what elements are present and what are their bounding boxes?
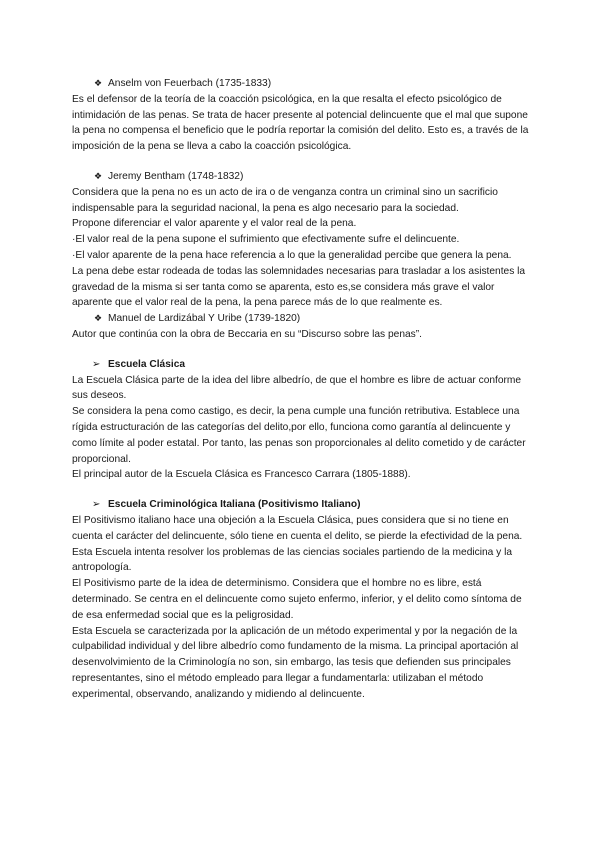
author-heading-bentham	[94, 169, 530, 185]
arrow-bullet-icon: ➢	[92, 358, 101, 370]
heading-text: Escuela Criminológica Italiana (Positivismo Italiano)	[108, 499, 361, 511]
heading-text: Manuel de Lardizábal Y Uribe (1739-1820)	[108, 313, 301, 325]
paragraph: Esta Escuela intenta resolver los problemas de las ciencias sociales partiendo de la medicina y la antropología.	[72, 546, 512, 574]
paragraph: La Escuela Clásica parte de la idea del libre albedrío, de que el hombre es libre de actuar conforme sus deseos.	[72, 374, 522, 402]
paragraph: Propone diferenciar el valor aparente y el valor real de la pena.	[72, 218, 357, 230]
section-heading-positivismo	[92, 497, 530, 513]
heading-text: Anselm von Feuerbach (1735-1833)	[108, 78, 272, 89]
paragraph: Considera que la pena no es un acto de ira o de venganza contra un criminal sino un sacrificio indispensable para la seguridad nacional, la pena es algo necesario para la sociedad.	[72, 186, 498, 214]
diamond-bullet-icon: ❖	[94, 170, 103, 181]
paragraph: El Positivismo parte de la idea de determinismo. Considera que el hombre no es libre, está determinado. Se centra en el delincuente como sujeto enfermo, inferior, y el delito como síntoma de de esa enfermedad social que es la peligrosidad.	[72, 578, 522, 621]
paragraph: El Positivismo italiano hace una objeción a la Escuela Clásica, pues considera que si no tiene en cuenta el carácter del delincuente, sólo tiene en cuenta el delito, se pierde la efectividad de la pena.	[72, 514, 523, 542]
paragraph: Esta Escuela se caracterizada por la aplicación de un método experimental y por la negación de la culpabilidad individual y del libre albedrío como fundamento de la misma. La principal aportación al desenvolvimiento de la Criminología no son, sin embargo, las tesis que defienden sus principales representantes, sino el método empleado para llegar a fundamentarla: utilizaban el método experimental, observando, analizando y midiendo al delincuente.	[72, 625, 519, 700]
paragraph: ·El valor aparente de la pena hace referencia a lo que la generalidad percibe que genera la pena.	[72, 249, 512, 261]
heading-text: Jeremy Bentham (1748-1832)	[108, 170, 244, 182]
paragraph: Es el defensor de la teoría de la coacción psicológica, en la que resalta el efecto psicológico de intimidación de las penas. Se trata de hacer presente al potencial delincuente que el mal que supone la pena no compensa el beneficio que le podría reportar la comisión del delito. Esto es, a través de la imposición de la pena se lleva a cabo la coacción psicológica.	[72, 93, 529, 153]
document-page	[72, 76, 530, 702]
paragraph: Autor que continúa con la obra de Beccaria en su “Discurso sobre las penas”.	[72, 328, 422, 340]
author-heading-feuerbach	[94, 76, 530, 92]
paragraph: El principal autor de la Escuela Clásica es Francesco Carrara (1805-1888).	[72, 469, 411, 481]
arrow-bullet-icon: ➢	[92, 499, 101, 511]
diamond-bullet-icon: ❖	[94, 78, 103, 88]
diamond-bullet-icon: ❖	[94, 313, 103, 324]
paragraph: La pena debe estar rodeada de todas las solemnidades necesarias para trasladar a los asistentes la gravedad de la misma si ser tanta como se aparenta, esto es,se considera más grave el valor aparente que el valor real de la pena, la pena parece más de lo que realmente es.	[72, 265, 526, 309]
heading-text: Escuela Clásica	[108, 358, 186, 370]
paragraph: Se considera la pena como castigo, es decir, la pena cumple una función retributiva. Establece una rígida estructuración de las categorías del delito,por ello, funciona como garantía al delincuente y como límite al poder estatal. Por tanto, las penas son proporcionales al delito cometido y de carácter proporcional.	[72, 406, 526, 465]
section-heading-escuela-clasica	[92, 357, 530, 373]
paragraph: ·El valor real de la pena supone el sufrimiento que efectivamente sufre el delincuente.	[72, 234, 460, 246]
author-heading-lardizabal	[94, 311, 530, 327]
